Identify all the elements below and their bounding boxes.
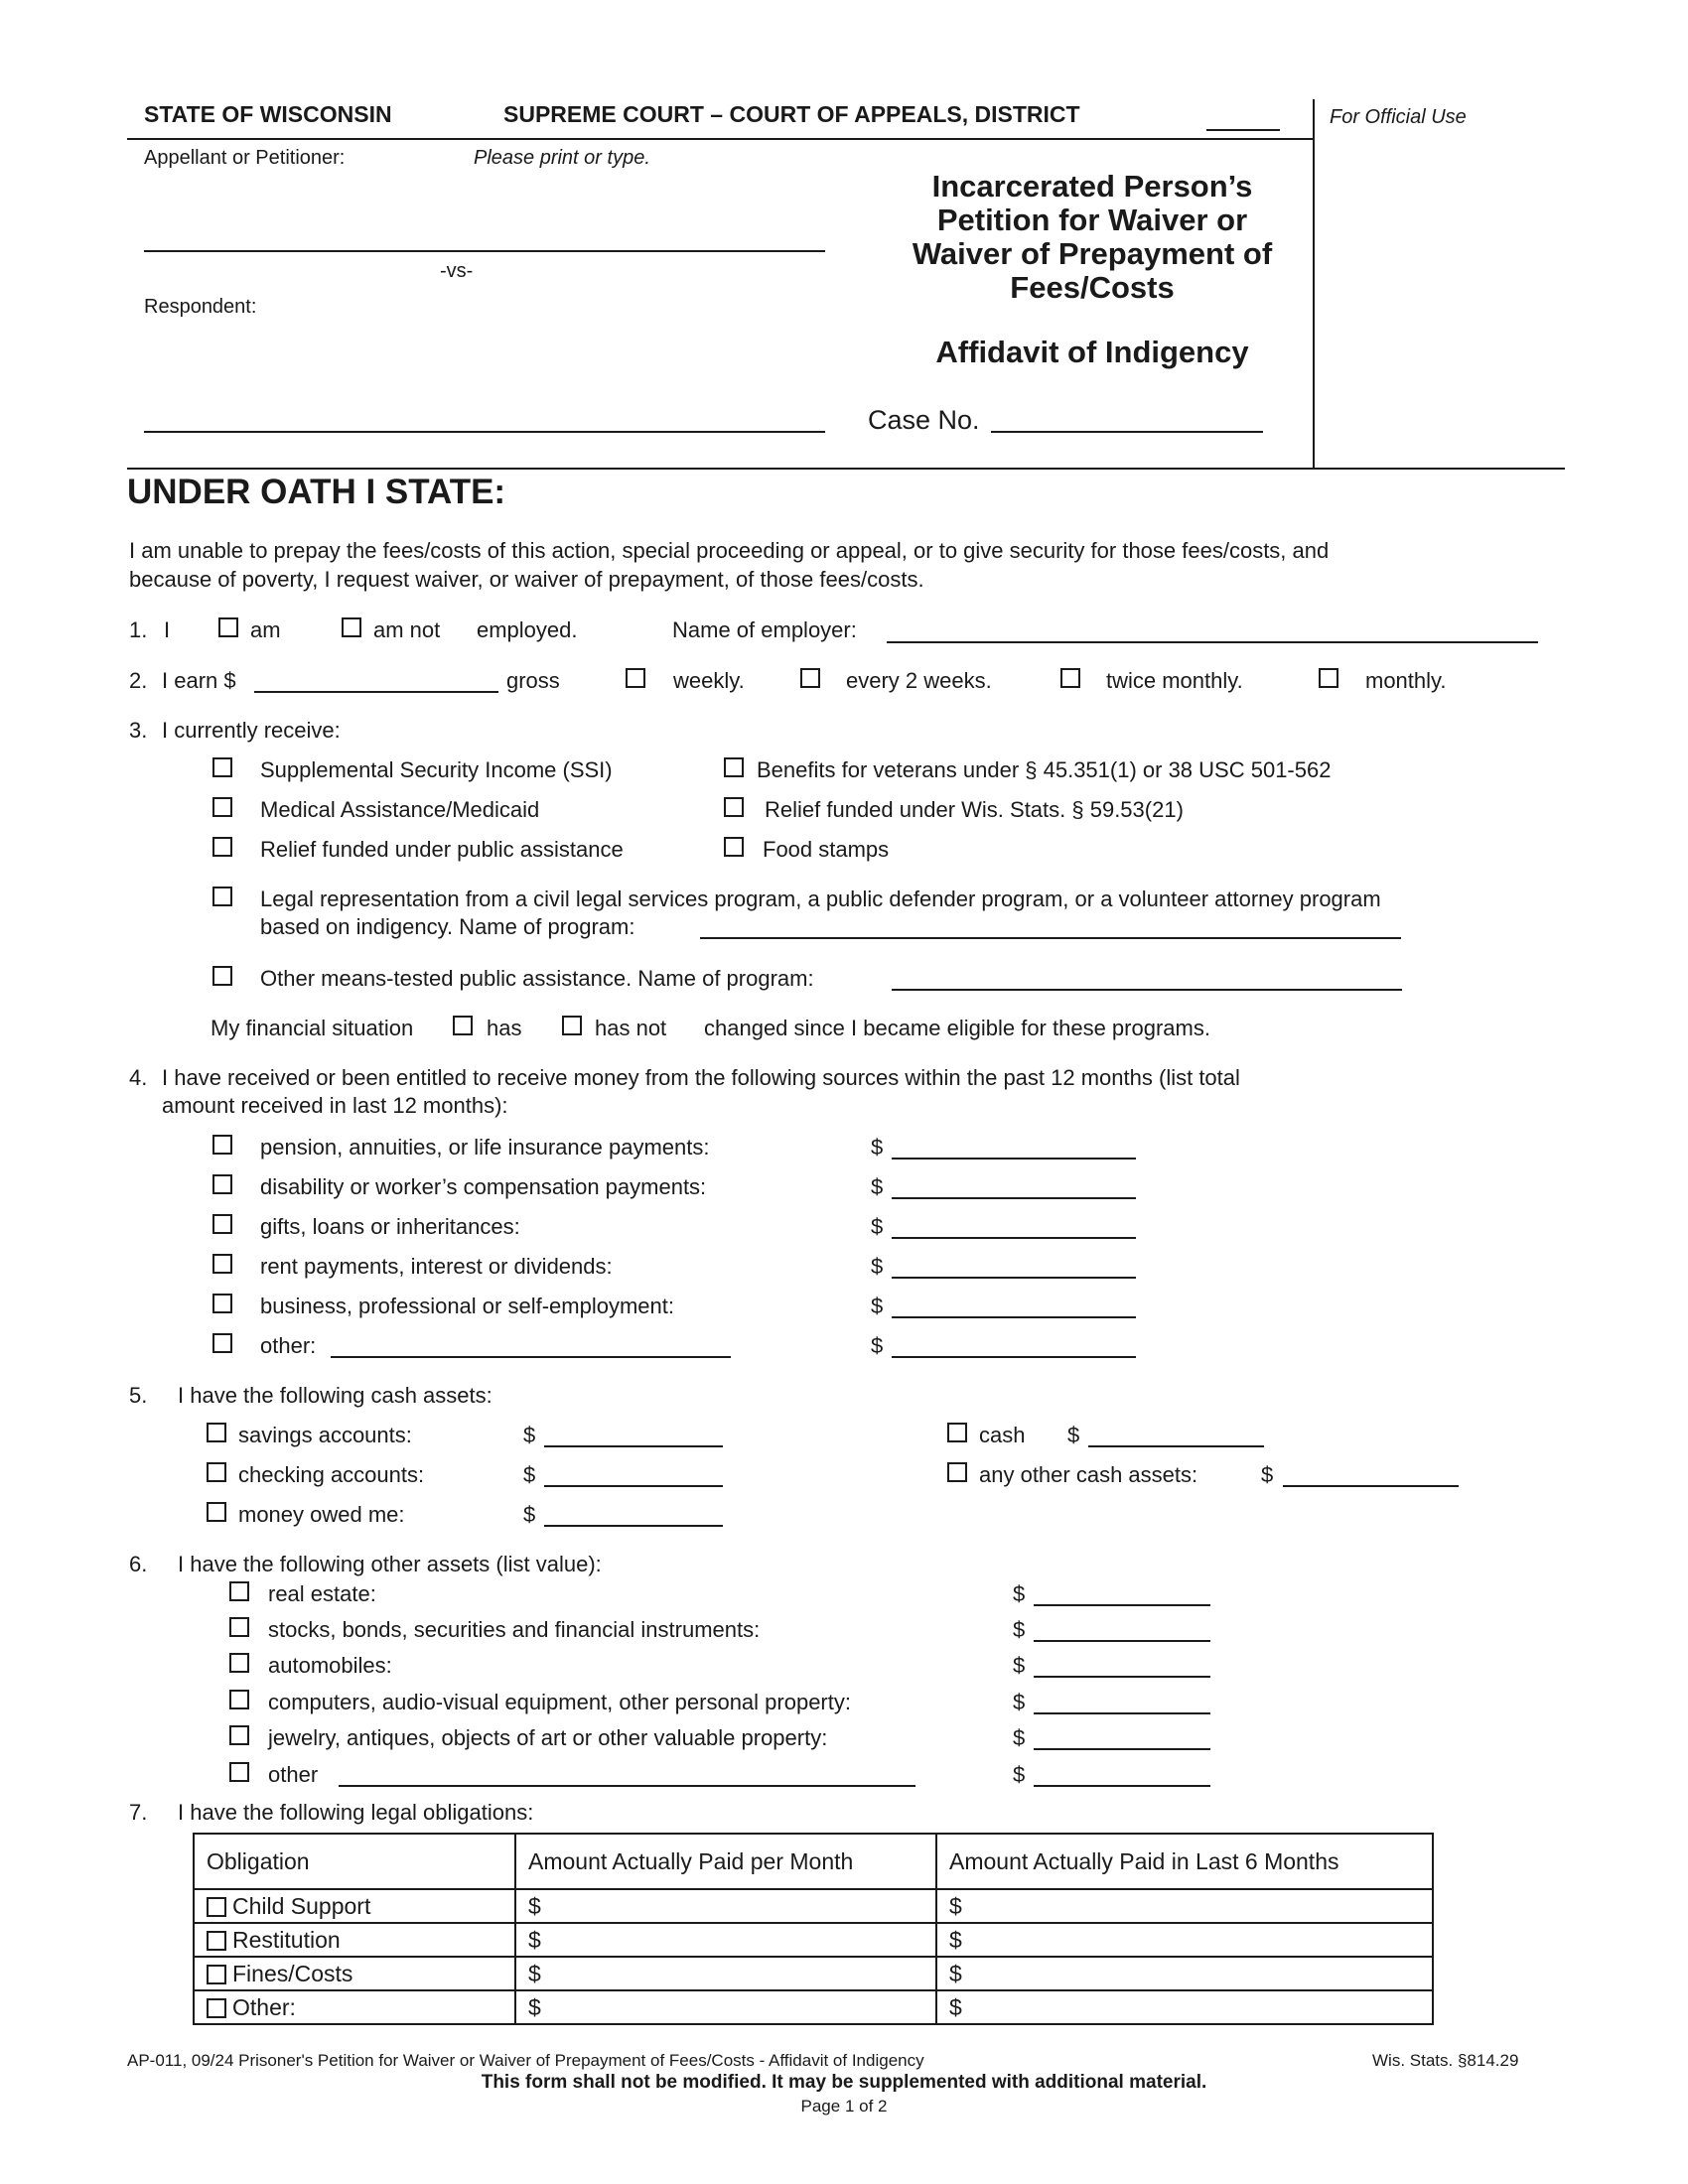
q2-number: 2.: [129, 668, 148, 693]
table-row: [194, 1889, 1433, 1923]
table-row: [194, 1957, 1433, 1990]
q3-label: I currently receive:: [162, 718, 341, 743]
has-changed-checkbox[interactable]: [453, 1016, 473, 1035]
medicaid-label: Medical Assistance/Medicaid: [260, 797, 540, 822]
weekly-checkbox[interactable]: [626, 668, 645, 688]
q7-number: 7.: [129, 1800, 148, 1825]
pension-dollar: $: [871, 1135, 884, 1160]
checking-label: checking accounts:: [238, 1462, 425, 1487]
rent-label: rent payments, interest or dividends:: [260, 1254, 613, 1279]
q4-label-1: I have received or been entitled to receive money from the following sources within the past 12 months (list total: [162, 1065, 1240, 1090]
earnings-field[interactable]: [254, 691, 498, 693]
pension-checkbox[interactable]: [212, 1135, 232, 1155]
checking-checkbox[interactable]: [207, 1462, 226, 1482]
jewelry-checkbox[interactable]: [229, 1725, 249, 1745]
oath-intro-2: because of poverty, I request waiver, or waiver of prepayment, of those fees/costs.: [129, 567, 924, 592]
ssi-label: Supplemental Security Income (SSI): [260, 757, 613, 782]
q3-number: 3.: [129, 718, 148, 743]
stocks-checkbox[interactable]: [229, 1617, 249, 1637]
savings-label: savings accounts:: [238, 1423, 412, 1447]
other-asset-description-field[interactable]: [339, 1785, 915, 1787]
last-6-months-header: Amount Actually Paid in Last 6 Months: [936, 1834, 1433, 1889]
checking-dollar: $: [523, 1462, 536, 1487]
every-2-weeks-label: every 2 weeks.: [846, 668, 992, 693]
form-subtitle: Affidavit of Indigency: [935, 335, 1249, 369]
table-row: [194, 1923, 1433, 1957]
restitution-6mo-cell[interactable]: $: [936, 1923, 1433, 1957]
monthly-label: monthly.: [1365, 668, 1447, 693]
appellant-field[interactable]: [144, 250, 825, 252]
fines-costs-month-cell[interactable]: $: [515, 1957, 936, 1990]
business-dollar: $: [871, 1294, 884, 1318]
employer-field[interactable]: [887, 641, 1538, 643]
other-cash-label: any other cash assets:: [979, 1462, 1198, 1487]
fines-costs-6mo-cell[interactable]: $: [936, 1957, 1433, 1990]
stocks-dollar: $: [1013, 1617, 1026, 1642]
court-label: SUPREME COURT – COURT OF APPEALS, DISTRICT: [503, 101, 1080, 127]
page-number: Page 1 of 2: [800, 2097, 888, 2116]
employer-label: Name of employer:: [672, 617, 857, 642]
fines-costs-label: Fines/Costs: [232, 1960, 353, 1986]
official-use-divider: [1313, 99, 1315, 469]
restitution-label: Restitution: [232, 1926, 341, 1953]
personal-property-label: computers, audio-visual equipment, other personal property:: [268, 1690, 851, 1714]
disability-checkbox[interactable]: [212, 1174, 232, 1194]
other-means-tested-checkbox[interactable]: [212, 966, 232, 986]
am-not-label: am not: [373, 617, 441, 642]
other-asset-checkbox[interactable]: [229, 1762, 249, 1782]
modification-notice: This form shall not be modified. It may be supplemented with additional material.: [481, 2072, 1207, 2093]
savings-checkbox[interactable]: [207, 1423, 226, 1442]
child-support-cell: [194, 1889, 515, 1923]
am-not-checkbox[interactable]: [342, 617, 361, 637]
oath-intro-1: I am unable to prepay the fees/costs of this action, special proceeding or appeal, or to give security for those fees/costs, and: [129, 538, 1330, 563]
twice-monthly-checkbox[interactable]: [1060, 668, 1080, 688]
other-income-checkbox[interactable]: [212, 1333, 232, 1353]
automobiles-dollar: $: [1013, 1653, 1026, 1678]
fines-costs-cell: [194, 1957, 515, 1990]
other-program-field[interactable]: [892, 989, 1402, 991]
veterans-benefits-label: Benefits for veterans under § 45.351(1) or 38 USC 501-562: [757, 757, 1332, 782]
other-income-label: other:: [260, 1333, 317, 1358]
official-use-label: For Official Use: [1330, 106, 1467, 128]
jewelry-label: jewelry, antiques, objects of art or other valuable property:: [268, 1725, 828, 1750]
legal-representation-label: Legal representation from a civil legal services program, a public defender program, or a volunteer attorney program: [260, 887, 1381, 911]
has-label: has: [487, 1016, 522, 1040]
earn-label: I earn $: [162, 668, 236, 693]
obligations-table: [193, 1833, 1434, 2025]
savings-amount-field[interactable]: [544, 1445, 723, 1447]
twice-monthly-label: twice monthly.: [1106, 668, 1243, 693]
table-row: [194, 1990, 1433, 2024]
public-assistance-checkbox[interactable]: [212, 837, 232, 857]
cash-amount-field[interactable]: [1088, 1445, 1264, 1447]
state-label: STATE OF WISCONSIN: [144, 101, 392, 127]
stocks-amount-field[interactable]: [1034, 1640, 1210, 1642]
gifts-label: gifts, loans or inheritances:: [260, 1214, 520, 1239]
other-obligation-month-cell[interactable]: $: [515, 1990, 936, 2024]
other-asset-label: other: [268, 1762, 319, 1787]
restitution-checkbox[interactable]: [207, 1931, 226, 1951]
form-id: AP-011, 09/24 Prisoner's Petition for Waiver or Waiver of Prepayment of Fees/Costs - Affidavit of Indigency: [127, 2051, 924, 2070]
every-2-weeks-checkbox[interactable]: [800, 668, 820, 688]
food-stamps-checkbox[interactable]: [724, 837, 744, 857]
q7-label: I have the following legal obligations:: [178, 1800, 534, 1825]
other-asset-amount-field[interactable]: [1034, 1785, 1210, 1787]
relief-59-53-label: Relief funded under Wis. Stats. § 59.53(21): [765, 797, 1184, 822]
restitution-cell: [194, 1923, 515, 1957]
rent-checkbox[interactable]: [212, 1254, 232, 1274]
child-support-6mo-cell[interactable]: $: [936, 1889, 1433, 1923]
other-income-dollar: $: [871, 1333, 884, 1358]
money-owed-checkbox[interactable]: [207, 1502, 226, 1522]
other-obligation-6mo-cell[interactable]: $: [936, 1990, 1433, 2024]
am-checkbox[interactable]: [218, 617, 238, 637]
form-title: Incarcerated Person’s Petition for Waiver or Waiver of Prepayment of Fees/Costs: [912, 169, 1273, 305]
jewelry-dollar: $: [1013, 1725, 1026, 1750]
legal-representation-checkbox[interactable]: [212, 887, 232, 906]
respondent-label: Respondent:: [144, 296, 257, 318]
cash-label: cash: [979, 1423, 1026, 1447]
appellant-label: Appellant or Petitioner:: [144, 147, 346, 169]
q5-number: 5.: [129, 1383, 148, 1408]
other-obligation-checkbox[interactable]: [207, 1998, 226, 2018]
employed-label: employed.: [477, 617, 578, 642]
other-means-tested-label: Other means-tested public assistance. Name of program:: [260, 966, 814, 991]
child-support-checkbox[interactable]: [207, 1897, 226, 1917]
obligation-header: Obligation: [194, 1834, 515, 1889]
am-label: am: [250, 617, 281, 642]
monthly-checkbox[interactable]: [1319, 668, 1338, 688]
business-checkbox[interactable]: [212, 1294, 232, 1313]
gifts-amount-field[interactable]: [892, 1237, 1136, 1239]
real-estate-label: real estate:: [268, 1581, 376, 1606]
disability-amount-field[interactable]: [892, 1197, 1136, 1199]
veterans-benefits-checkbox[interactable]: [724, 757, 744, 777]
header-bottom-rule: [127, 468, 1565, 470]
per-month-header: Amount Actually Paid per Month: [515, 1834, 936, 1889]
savings-dollar: $: [523, 1423, 536, 1447]
automobiles-checkbox[interactable]: [229, 1653, 249, 1673]
fines-costs-checkbox[interactable]: [207, 1965, 226, 1984]
q1-i: I: [164, 617, 171, 642]
statute-ref: Wis. Stats. §814.29: [1372, 2051, 1519, 2070]
disability-label: disability or worker’s compensation payments:: [260, 1174, 707, 1199]
gifts-dollar: $: [871, 1214, 884, 1239]
cash-checkbox[interactable]: [947, 1423, 967, 1442]
rent-dollar: $: [871, 1254, 884, 1279]
business-label: business, professional or self-employment:: [260, 1294, 674, 1318]
oath-heading: UNDER OATH I STATE:: [127, 473, 506, 511]
case-no-field[interactable]: [991, 431, 1263, 433]
real-estate-checkbox[interactable]: [229, 1581, 249, 1601]
gifts-checkbox[interactable]: [212, 1214, 232, 1234]
gross-label: gross: [506, 668, 560, 693]
has-not-changed-checkbox[interactable]: [562, 1016, 582, 1035]
food-stamps-label: Food stamps: [763, 837, 890, 862]
money-owed-label: money owed me:: [238, 1502, 405, 1527]
has-not-label: has not: [595, 1016, 667, 1040]
business-amount-field[interactable]: [892, 1316, 1136, 1318]
print-note: Please print or type.: [474, 147, 650, 169]
q6-label: I have the following other assets (list value):: [178, 1552, 602, 1576]
medicaid-checkbox[interactable]: [212, 797, 232, 817]
money-owed-amount-field[interactable]: [544, 1525, 723, 1527]
q4-number: 4.: [129, 1065, 148, 1090]
q4-label-2: amount received in last 12 months):: [162, 1093, 508, 1118]
district-field[interactable]: [1206, 129, 1280, 131]
automobiles-amount-field[interactable]: [1034, 1676, 1210, 1678]
pension-label: pension, annuities, or life insurance payments:: [260, 1135, 710, 1160]
other-income-source-field[interactable]: [331, 1356, 731, 1358]
legal-program-label: based on indigency. Name of program:: [260, 914, 635, 939]
personal-property-amount-field[interactable]: [1034, 1712, 1210, 1714]
automobiles-label: automobiles:: [268, 1653, 392, 1678]
pension-amount-field[interactable]: [892, 1158, 1136, 1160]
real-estate-amount-field[interactable]: [1034, 1604, 1210, 1606]
q5-label: I have the following cash assets:: [178, 1383, 492, 1408]
case-no-label: Case No.: [868, 405, 980, 435]
vs-label: -vs-: [440, 260, 474, 282]
other-cash-checkbox[interactable]: [947, 1462, 967, 1482]
child-support-month-cell[interactable]: $: [515, 1889, 936, 1923]
disability-dollar: $: [871, 1174, 884, 1199]
personal-property-checkbox[interactable]: [229, 1690, 249, 1709]
restitution-month-cell[interactable]: $: [515, 1923, 936, 1957]
other-asset-dollar: $: [1013, 1762, 1026, 1787]
rent-amount-field[interactable]: [892, 1277, 1136, 1279]
checking-amount-field[interactable]: [544, 1485, 723, 1487]
money-owed-dollar: $: [523, 1502, 536, 1527]
header-rule: [127, 138, 1315, 140]
relief-59-53-checkbox[interactable]: [724, 797, 744, 817]
ssi-checkbox[interactable]: [212, 757, 232, 777]
other-income-amount-field[interactable]: [892, 1356, 1136, 1358]
changed-since-label: changed since I became eligible for these programs.: [704, 1016, 1210, 1040]
child-support-label: Child Support: [232, 1892, 371, 1919]
other-cash-amount-field[interactable]: [1283, 1485, 1459, 1487]
obligations-header-row: [194, 1834, 1433, 1889]
other-obligation-label: Other:: [232, 1993, 296, 2020]
other-cash-dollar: $: [1261, 1462, 1274, 1487]
weekly-label: weekly.: [673, 668, 745, 693]
public-assistance-label: Relief funded under public assistance: [260, 837, 624, 862]
personal-property-dollar: $: [1013, 1690, 1026, 1714]
q1-number: 1.: [129, 617, 148, 642]
real-estate-dollar: $: [1013, 1581, 1026, 1606]
legal-program-field[interactable]: [700, 937, 1401, 939]
stocks-label: stocks, bonds, securities and financial instruments:: [268, 1617, 761, 1642]
other-obligation-cell: [194, 1990, 515, 2024]
q6-number: 6.: [129, 1552, 148, 1576]
cash-dollar: $: [1067, 1423, 1080, 1447]
jewelry-amount-field[interactable]: [1034, 1748, 1210, 1750]
respondent-field[interactable]: [144, 431, 825, 433]
financial-situation-label: My financial situation: [211, 1016, 414, 1040]
